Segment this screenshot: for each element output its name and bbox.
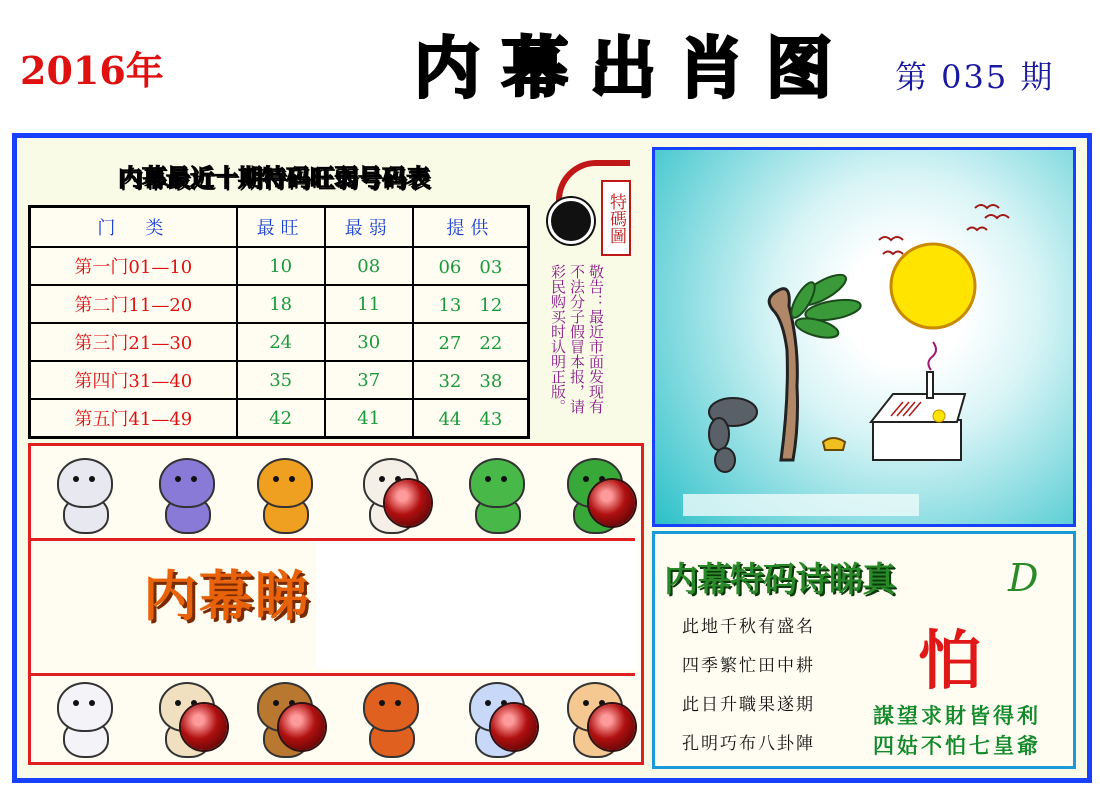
- red-ball-marker-icon: [181, 704, 227, 750]
- row-hot: 18: [237, 285, 325, 323]
- zodiac-eye: [379, 700, 385, 706]
- house-icon: [871, 342, 965, 460]
- rooster-icon: [343, 674, 435, 760]
- monkey-icon: [237, 674, 329, 760]
- zodiac-head: [57, 458, 113, 508]
- zodiac-row-bottom: [31, 672, 641, 764]
- rabbit-icon: [343, 450, 435, 536]
- horse-icon: [37, 674, 129, 760]
- goat-icon: [139, 674, 231, 760]
- zodiac-eye: [485, 700, 491, 706]
- pig-icon: [547, 674, 639, 760]
- zodiac-eye: [73, 476, 79, 482]
- row-cold: 41: [325, 399, 413, 438]
- zodiac-eye: [89, 700, 95, 706]
- poem-hint: 四姑不怕七皇爺: [873, 733, 1041, 758]
- title-char: 出: [590, 30, 656, 107]
- header-provide: 提供: [413, 207, 529, 248]
- row-label: 第五门41—49: [30, 399, 237, 438]
- zodiac-eye: [395, 700, 401, 706]
- dog-icon: [449, 674, 541, 760]
- zodiac-eye: [485, 476, 491, 482]
- zodiac-eye: [191, 476, 197, 482]
- leaves-icon: [787, 269, 862, 341]
- row-label: 第二门11—20: [30, 285, 237, 323]
- dragon-icon: [449, 450, 541, 536]
- red-ball-marker-icon: [589, 480, 635, 526]
- landscape-illustration: [655, 150, 1073, 524]
- row-hot: 35: [237, 361, 325, 399]
- notice-text: 敬告：最近市面发现有不法分子假冒本报，请彩民购买时认明正版。: [549, 264, 605, 414]
- poem-line: 孔明巧布八卦陣: [682, 734, 815, 754]
- row-hot: 42: [237, 399, 325, 438]
- seal-pot-icon: [548, 198, 594, 244]
- middle-blank-area: [316, 541, 638, 669]
- title-char: 肖: [678, 30, 744, 107]
- poem-key-character: 怕: [918, 625, 982, 699]
- header-hot: 最旺: [237, 207, 325, 248]
- zodiac-panel: [28, 443, 644, 765]
- zodiac-head: [363, 682, 419, 732]
- sun-icon: [891, 244, 975, 328]
- illustration-panel: [652, 147, 1076, 527]
- code-table: [28, 205, 530, 439]
- middle-banner-text: 内幕睇: [143, 565, 311, 628]
- tiger-icon: [237, 450, 329, 536]
- title-char: 幕: [502, 30, 568, 107]
- poem-line: 此地千秋有盛名: [682, 617, 815, 637]
- row-cold: 11: [325, 285, 413, 323]
- zodiac-eye: [175, 476, 181, 482]
- issue-number: 第 035 期: [895, 58, 1055, 96]
- red-ball-marker-icon: [589, 704, 635, 750]
- table-row: [30, 247, 529, 285]
- year-label: 2016年: [20, 48, 164, 93]
- row-provide: 44 43: [413, 399, 529, 438]
- zodiac-eye: [73, 700, 79, 706]
- title-char: 图: [766, 30, 832, 107]
- red-ball-marker-icon: [385, 480, 431, 526]
- zodiac-row-top: [31, 448, 641, 540]
- poem-hint: 謀望求財皆得利: [873, 703, 1041, 728]
- row-provide: 27 22: [413, 323, 529, 361]
- row-label: 第一门01—10: [30, 247, 237, 285]
- row-provide: 13 12: [413, 285, 529, 323]
- zodiac-eye: [583, 700, 589, 706]
- table-header-row: [30, 207, 529, 248]
- row-label: 第三门21—30: [30, 323, 237, 361]
- row-cold: 30: [325, 323, 413, 361]
- zodiac-head: [469, 458, 525, 508]
- header-category: 门 类: [30, 207, 237, 248]
- row-cold: 08: [325, 247, 413, 285]
- table-title: 内幕最近十期特码旺弱号码表: [118, 164, 430, 192]
- rat-icon: [37, 450, 129, 536]
- red-ball-marker-icon: [491, 704, 537, 750]
- title-char: 内: [414, 30, 480, 107]
- zodiac-head: [57, 682, 113, 732]
- table-row: [30, 361, 529, 399]
- snake-icon: [547, 450, 639, 536]
- zodiac-head: [257, 458, 313, 508]
- table-row: [30, 399, 529, 438]
- row-provide: 06 03: [413, 247, 529, 285]
- zodiac-eye: [273, 476, 279, 482]
- row-label: 第四门31—40: [30, 361, 237, 399]
- row-provide: 32 38: [413, 361, 529, 399]
- zodiac-head: [159, 458, 215, 508]
- zodiac-eye: [89, 476, 95, 482]
- zodiac-eye: [583, 476, 589, 482]
- row-hot: 10: [237, 247, 325, 285]
- poem-title: 内幕特码诗睇真: [664, 560, 895, 600]
- row-cold: 37: [325, 361, 413, 399]
- poem-line: 此日升職果遂期: [682, 695, 815, 715]
- zodiac-eye: [175, 700, 181, 706]
- rocks-icon: [709, 398, 757, 472]
- main-title-logo: [405, 30, 845, 110]
- poem-line: 四季繁忙田中耕: [682, 656, 815, 676]
- table-row: [30, 285, 529, 323]
- zodiac-eye: [273, 700, 279, 706]
- table-row: [30, 323, 529, 361]
- zodiac-eye: [379, 476, 385, 482]
- red-ball-marker-icon: [279, 704, 325, 750]
- row-hot: 24: [237, 323, 325, 361]
- header-cold: 最弱: [325, 207, 413, 248]
- ox-icon: [139, 450, 231, 536]
- zodiac-eye: [501, 476, 507, 482]
- gold-ingot-icon: [823, 438, 845, 450]
- zodiac-eye: [289, 476, 295, 482]
- seal-stamp: 特碼圖: [601, 180, 631, 256]
- poem-title-suffix: D: [1008, 556, 1039, 600]
